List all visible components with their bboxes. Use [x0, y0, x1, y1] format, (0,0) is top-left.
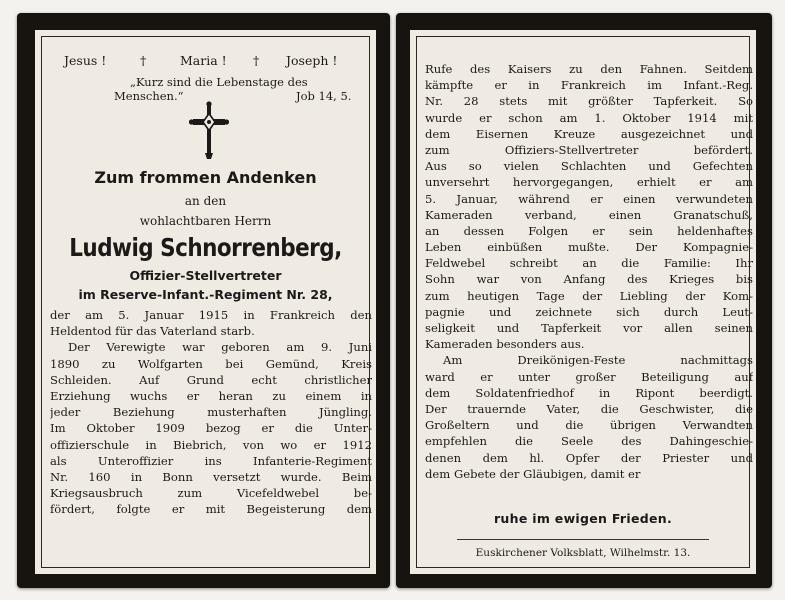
honorific: wohlachtbaren Herrn — [139, 214, 272, 228]
deceased-name: Ludwig Schnorrenberg, — [69, 233, 342, 262]
text-line: Heldentod für das Vaterland starb. — [50, 324, 255, 339]
card-paper — [410, 30, 756, 574]
text-line: Kameraden verband, einen Granatschuß, — [425, 207, 753, 222]
text-line: Leben einbüßen mußte. Der Kompagnie- — [425, 240, 753, 255]
inner-frame — [416, 36, 753, 568]
text-line: Schleiden. Auf Grund echt christlicher — [50, 372, 372, 387]
text-line: Nr. 28 stets mit größter Tapferkeit. So — [425, 94, 753, 109]
text-line: Der Verewigte war geboren am 9. Juni — [68, 340, 372, 355]
quote-line-1: „Kurz sind die Lebenstage des — [130, 75, 308, 89]
ornate-cross-icon — [189, 101, 229, 161]
bible-quote — [100, 75, 370, 103]
text-line: wurde er schon am 1. Oktober 1914 mit — [425, 110, 753, 125]
quote-source: Job 14, 5. — [296, 89, 352, 103]
text-line: Kriegsausbruch zum Vicefeldwebel be- — [50, 486, 372, 501]
text-line: dem Eisernen Kreuze ausgezeichnet und — [425, 126, 753, 141]
text-line: der am 5. Januar 1915 in Frankreich den — [50, 308, 372, 322]
text-line: Nr. 160 in Bonn versetzt wurde. Beim — [50, 469, 372, 484]
text-line: fördert, folgte er mit Begeisterung dem — [50, 502, 372, 517]
text-line: 1890 zu Wolfgarten bei Gemünd, Kreis — [50, 356, 372, 371]
text-line: Feldwebel schreibt an die Familie: Ihr — [425, 256, 753, 271]
text-line: an dessen Folgen er sein heldenhaftes — [425, 223, 753, 238]
biography-left — [50, 307, 372, 517]
printer-imprint: Euskirchener Volksblatt, Wilhelmstr. 13. — [475, 547, 691, 559]
invocation-cross-1: † — [140, 53, 147, 68]
text-line: kämpfte er in Frankreich im Infant.-Reg. — [425, 78, 753, 93]
quote-line-2: Menschen.“ — [114, 89, 184, 103]
memorial-card-right — [396, 13, 772, 588]
text-line: Kameraden besonders aus. — [425, 337, 585, 352]
text-line: Der trauernde Vater, die Geschwister, die — [425, 401, 753, 416]
military-rank: Offizier-Stellvertreter — [129, 268, 282, 283]
text-line: 5. Januar, während er einen verwundeten — [425, 191, 753, 206]
invocation-jesus: Jesus ! — [64, 53, 107, 68]
text-line: zum Offiziers-Stellvertreter befördert. — [425, 142, 753, 157]
text-line: unversehrt hervorgegangen, erhielt er am — [425, 175, 753, 190]
text-line: ward er unter großer Beteiligung auf — [425, 369, 753, 384]
text-line: Rufe des Kaisers zu den Fahnen. Seitdem — [425, 62, 753, 76]
text-line: Am Dreikönigen-Feste nachmittags — [443, 353, 753, 368]
invocation-maria: Maria ! — [180, 53, 227, 68]
text-line: offizierschule in Biebrich, von wo er 1912 — [50, 437, 372, 452]
regiment: im Reserve-Infant.-Regiment Nr. 28, — [78, 287, 333, 302]
card-title: Zum frommen Andenken — [94, 168, 317, 187]
memorial-card-left — [17, 13, 390, 588]
invocation-joseph: Joseph ! — [286, 53, 338, 68]
text-line: Im Oktober 1909 bezog er die Unter- — [50, 421, 372, 436]
text-line: jeder Beziehung musterhaften Jüngling. — [50, 405, 372, 420]
text-line: Erziehung wuchs er heran zu einem in — [50, 388, 372, 403]
divider — [457, 539, 709, 540]
text-line: Sohn war von Anfang des Krieges bis — [425, 272, 753, 287]
invocation-cross-2: † — [253, 53, 260, 68]
card-paper — [35, 30, 376, 574]
inner-frame — [41, 36, 370, 568]
closing-phrase: ruhe im ewigen Frieden. — [493, 511, 673, 526]
text-line: dem Soldatenfriedhof in Ripont beerdigt. — [425, 385, 753, 400]
text-line: denen dem hl. Opfer der Priester und — [425, 450, 753, 465]
text-line: Großeltern und die übrigen Verwandten — [425, 418, 753, 433]
text-line: als Unteroffizier ins Infanterie-Regiment — [50, 453, 372, 468]
text-line: pagnie und zeichnete sich durch Leut- — [425, 304, 753, 319]
text-line: Aus so vielen Schlachten und Gefechten — [425, 159, 753, 174]
biography-right — [425, 61, 753, 482]
text-line: empfehlen die Seele des Dahingeschie- — [425, 434, 753, 449]
an-den: an den — [184, 194, 227, 208]
text-line: seligkeit und Tapferkeit vor allen seinen — [425, 321, 753, 335]
text-line: dem Gebete der Gläubigen, damit er — [425, 466, 641, 481]
text-line: zum heutigen Tage der Liebling der Kom- — [425, 288, 753, 303]
